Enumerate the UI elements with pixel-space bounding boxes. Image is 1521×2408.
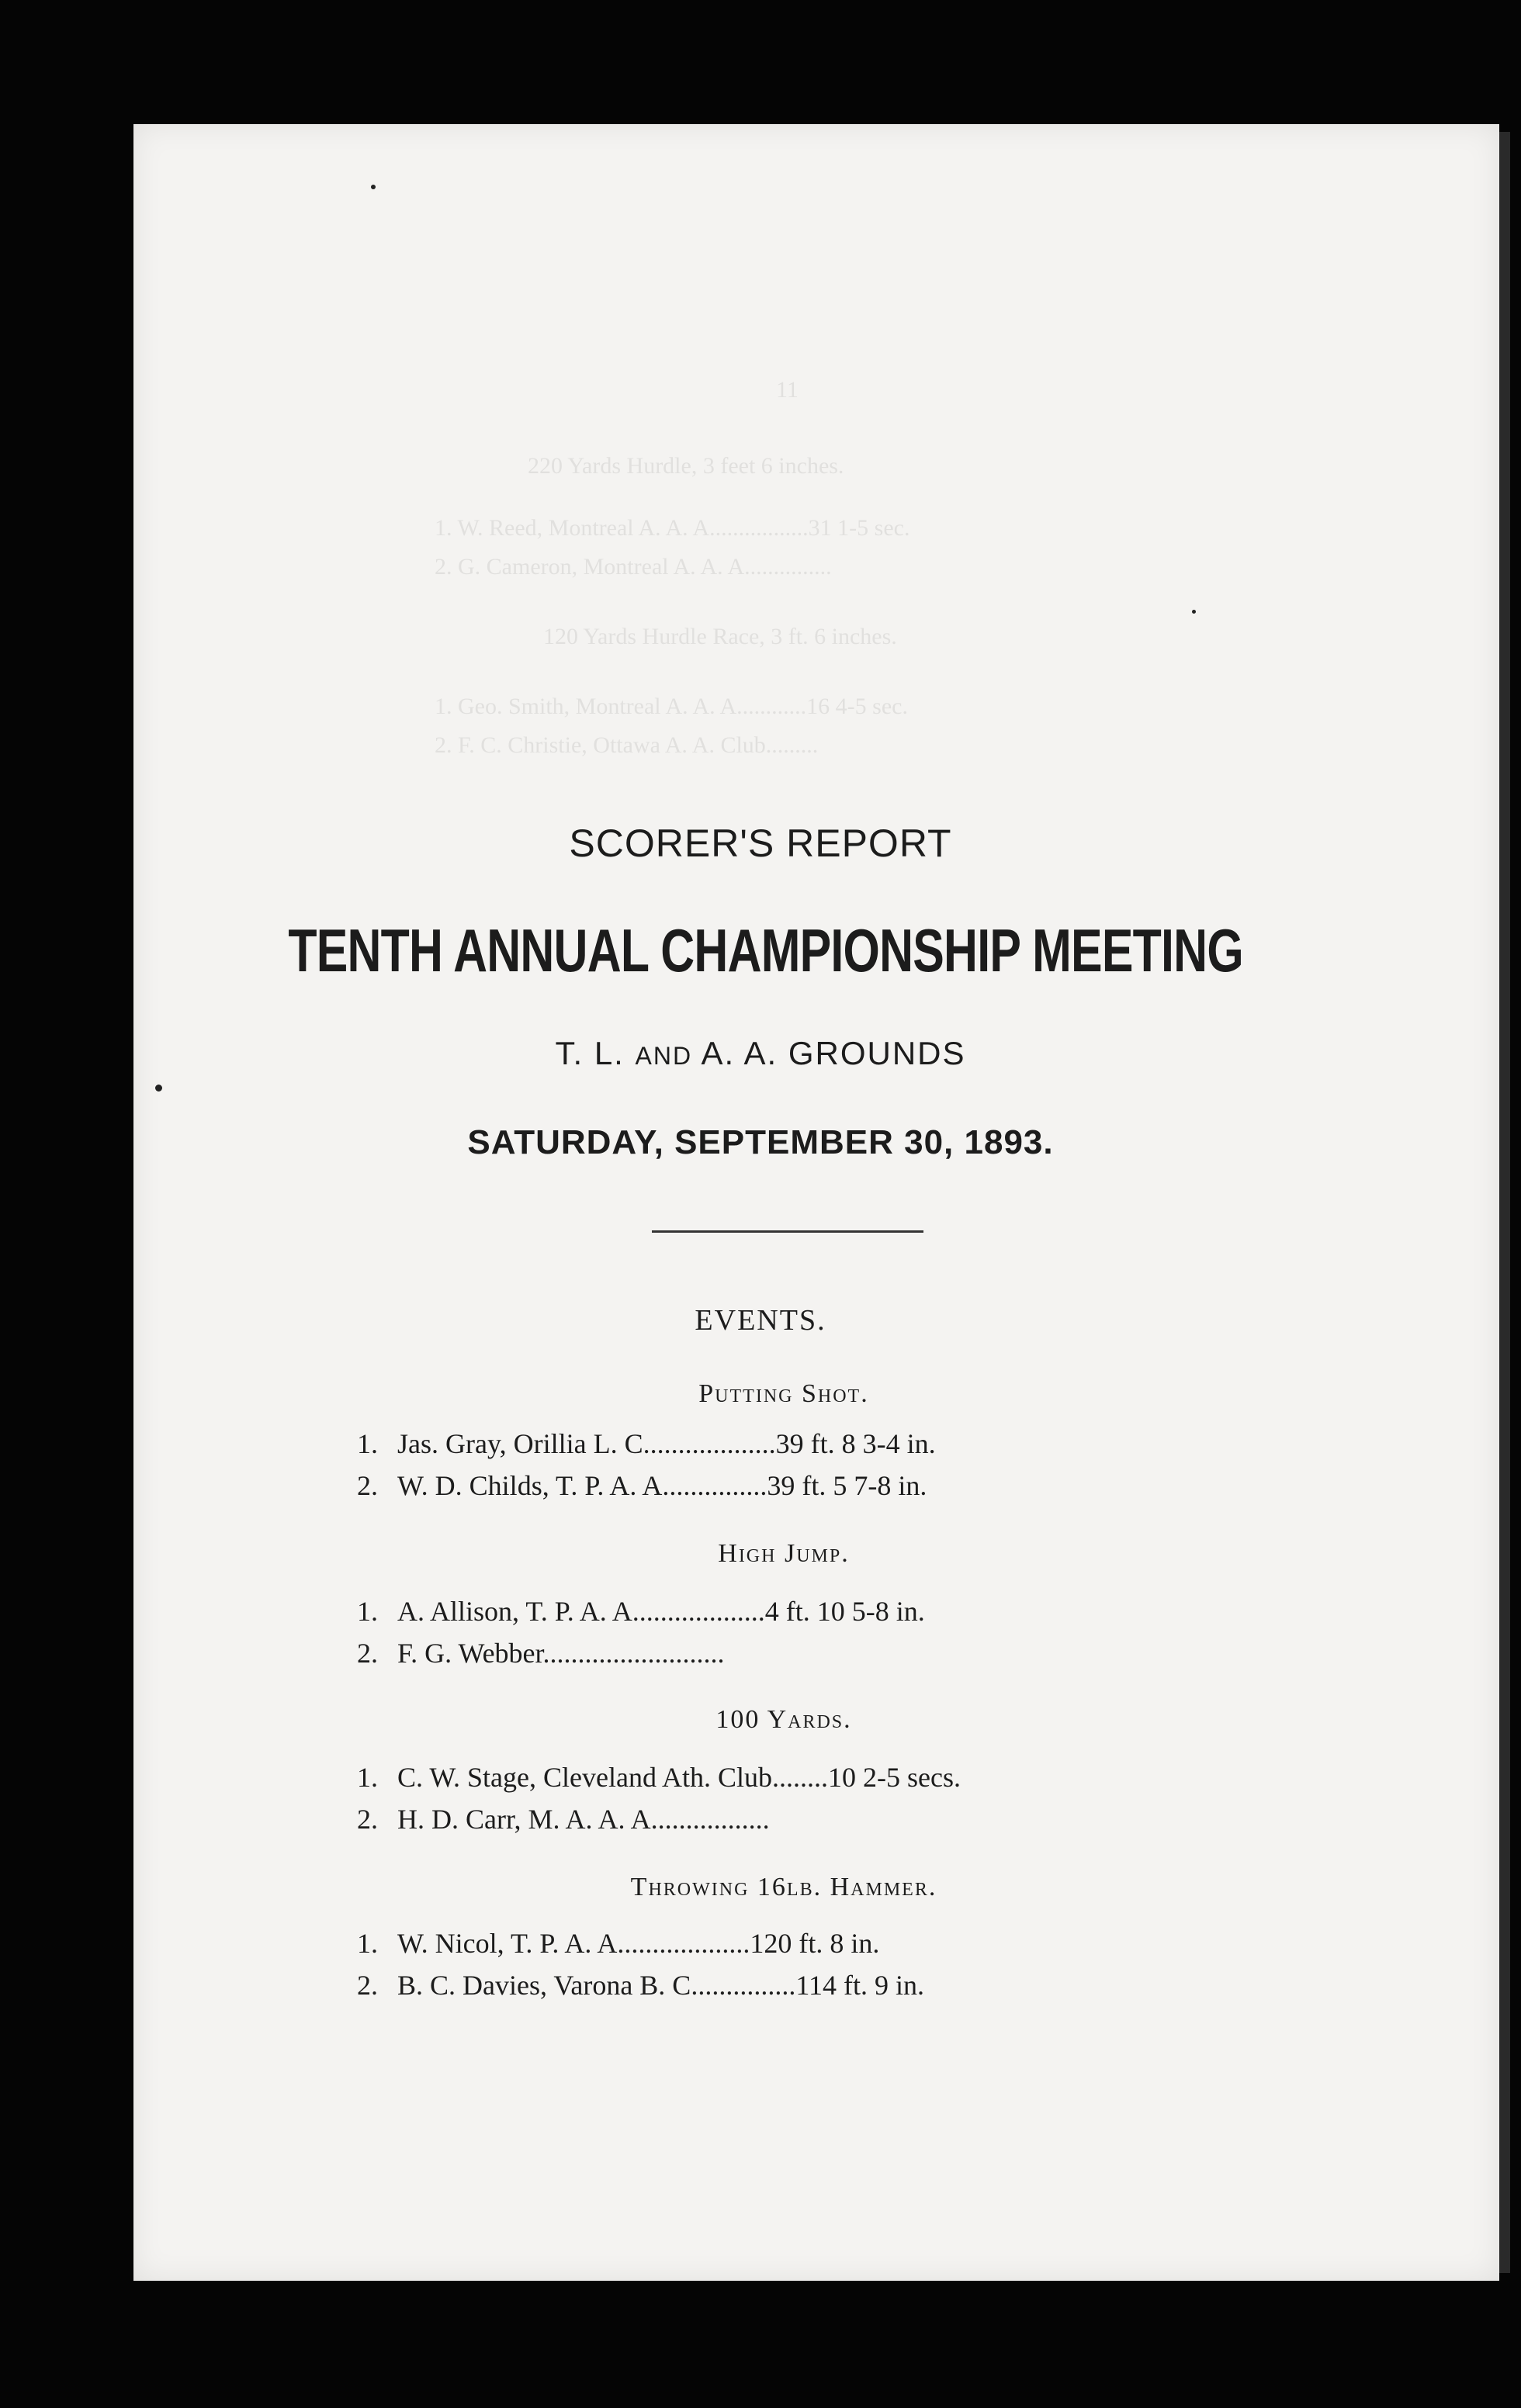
result-text: F. G. Webber.......................... xyxy=(397,1638,725,1669)
bleed-through-text: 1. W. Reed, Montreal A. A. A.................31 1-5 sec. xyxy=(435,515,910,541)
result-row xyxy=(357,1927,879,1960)
bleed-through-text: 2. F. C. Christie, Ottawa A. A. Club......... xyxy=(435,732,819,758)
grounds-abbrev-b: A. A. GROUNDS xyxy=(701,1035,966,1071)
result-row xyxy=(357,1761,961,1794)
result-text: W. D. Childs, T. P. A. A...............39 ft. 5 7-8 in. xyxy=(397,1470,927,1501)
ink-speck xyxy=(155,1085,162,1092)
meeting-title: TENTH ANNUAL CHAMPIONSHIP MEETING xyxy=(288,916,1243,984)
events-heading: EVENTS. xyxy=(695,1304,826,1337)
result-row xyxy=(357,1637,725,1669)
divider-rule xyxy=(652,1230,923,1233)
grounds-and: AND xyxy=(635,1042,693,1070)
bleed-through-text: 120 Yards Hurdle Race, 3 ft. 6 inches. xyxy=(543,624,897,649)
placing-number: 1. xyxy=(357,1596,378,1627)
result-row xyxy=(357,1427,936,1460)
result-text: H. D. Carr, M. A. A. A................. xyxy=(397,1804,770,1835)
result-text: C. W. Stage, Cleveland Ath. Club........10 2-5 secs. xyxy=(397,1762,961,1793)
result-row xyxy=(357,1803,770,1835)
bleed-through-text: 2. G. Cameron, Montreal A. A. A............... xyxy=(435,554,832,580)
placing-number: 1. xyxy=(357,1928,378,1959)
grounds-abbrev-a: T. L. xyxy=(555,1035,625,1071)
section-title-high-jump: High Jump. xyxy=(718,1539,850,1568)
placing-number: 2. xyxy=(357,1470,378,1501)
section-title-100-yards: 100 Yards. xyxy=(715,1705,852,1734)
section-title-putting-shot: Putting Shot. xyxy=(698,1379,869,1408)
bleed-through-text: 220 Yards Hurdle, 3 feet 6 inches. xyxy=(528,453,844,479)
ink-speck xyxy=(1192,610,1196,614)
result-text: W. Nicol, T. P. A. A...................120 ft. 8 in. xyxy=(397,1928,880,1959)
result-row xyxy=(357,1595,925,1628)
placing-number: 1. xyxy=(357,1762,378,1793)
placing-number: 2. xyxy=(357,1638,378,1669)
result-row xyxy=(357,1469,927,1502)
bleed-through-text: 1. Geo. Smith, Montreal A. A. A............16 4-5 sec. xyxy=(435,694,908,719)
meeting-date: SATURDAY, SEPTEMBER 30, 1893. xyxy=(467,1123,1054,1161)
result-row xyxy=(357,1969,924,2001)
result-text: Jas. Gray, Orillia L. C...................39 ft. 8 3-4 in. xyxy=(397,1428,936,1459)
report-title: SCORER'S REPORT xyxy=(569,822,952,865)
placing-number: 2. xyxy=(357,1804,378,1835)
ink-speck xyxy=(371,185,376,189)
result-text: A. Allison, T. P. A. A...................4 ft. 10 5-8 in. xyxy=(397,1596,925,1627)
result-text: B. C. Davies, Varona B. C...............114 ft. 9 in. xyxy=(397,1970,924,2001)
grounds-line xyxy=(0,1035,1521,1072)
page-edge-shadow xyxy=(1499,132,1510,2273)
placing-number: 1. xyxy=(357,1428,378,1459)
placing-number: 2. xyxy=(357,1970,378,2001)
section-title-hammer-throw: Throwing 16lb. Hammer. xyxy=(630,1873,937,1901)
bleed-through-text: 11 xyxy=(776,377,799,403)
